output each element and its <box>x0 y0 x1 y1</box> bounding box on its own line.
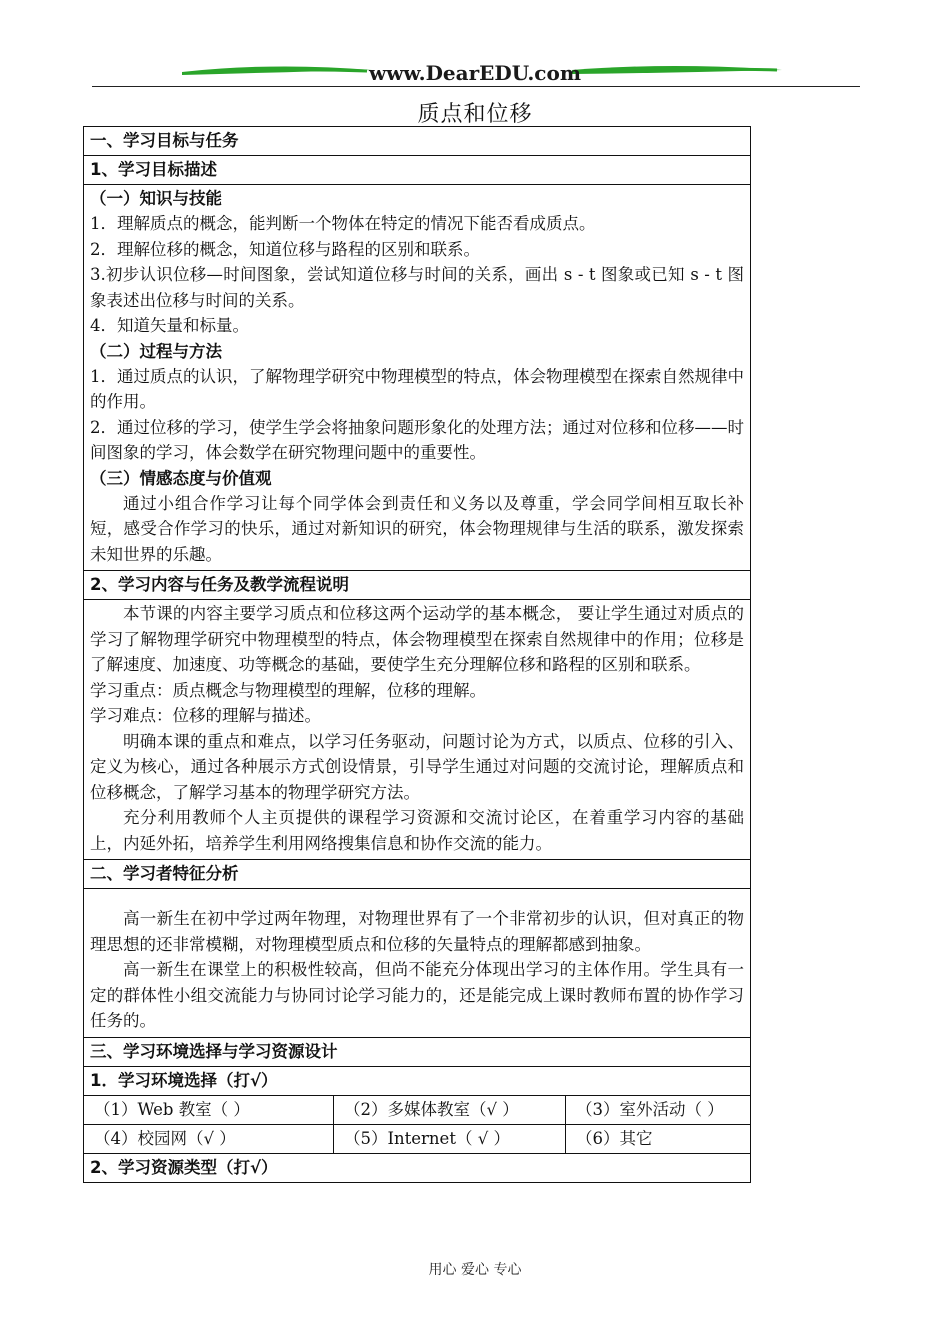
env-option-outdoor: （3）室外活动（ ） <box>565 1096 750 1124</box>
goals-heading: 1、学习目标描述 <box>84 155 750 184</box>
environment-heading: 1．学习环境选择（打√） <box>84 1066 750 1095</box>
process-item-2: 2．通过位移的学习，使学生学会将抽象问题形象化的处理方法；通过对位移和位移——时间图象的学习，体会数学在研究物理问题中的重要性。 <box>90 417 744 462</box>
knowledge-item-1: 1．理解质点的概念，能判断一个物体在特定的情况下能否看成质点。 <box>90 214 596 233</box>
section-1-heading: 一、学习目标与任务 <box>90 131 239 150</box>
content-heading: 2、学习内容与任务及教学流程说明 <box>84 570 750 599</box>
env-option-other: （6）其它 <box>565 1124 750 1153</box>
resources-heading: 2、学习资源类型（打√） <box>84 1153 750 1182</box>
process-heading: （二）过程与方法 <box>90 341 222 361</box>
env-option-internet: （5）Internet（ √ ） <box>333 1124 565 1153</box>
site-logo-text: www.DearEDU.com <box>368 61 582 85</box>
spacer <box>90 890 744 906</box>
page-footer: 用心 爱心 专心 <box>428 1262 522 1278</box>
content-paragraph-1: 本节课的内容主要学习质点和位移这两个运动学的基本概念， 要让学生通过对质点的学习了解物理学研究中物理模型的特点，体会物理模型在探索自然规律中的作用；位移是了解速度、加速度、功等概念的基础，要使学生充分理解位移和路程的区别和联系。 <box>90 604 744 674</box>
content-paragraph-2: 明确本课的重点和难点，以学习任务驱动，问题讨论为方式，以质点、位移的引入、定义为核心，通过各种展示方式创设情景，引导学生通过对问题的交流讨论，理解质点和位移概念，了解学习基本的物理学研究方法。 <box>90 731 744 802</box>
env-option-campus-net: （4）校园网（√ ） <box>84 1124 333 1153</box>
learner-paragraph-1: 高一新生在初中学过两年物理，对物理世界有了一个非常初步的认识，但对真正的物理思想的还非常模糊，对物理模型质点和位移的矢量特点的理解都感到抽象。 <box>90 909 744 954</box>
environment-options <box>84 1095 750 1153</box>
page-title: 质点和位移 <box>417 102 533 127</box>
env-option-web: （1）Web 教室（ ） <box>94 1099 250 1119</box>
knowledge-item-3: 3.初步认识位移—时间图象，尝试知道位移与时间的关系，画出 s - t 图象或已知 s - t 图象表述出位移与时间的关系。 <box>90 265 744 310</box>
section-3-heading: 三、学习环境选择与学习资源设计 <box>84 1037 750 1066</box>
section-2-heading: 二、学习者特征分析 <box>84 859 750 888</box>
content-paragraph-3: 充分利用教师个人主页提供的课程学习资源和交流讨论区，在着重学习内容的基础上，内延外拓，培养学生利用网络搜集信息和协作交流的能力。 <box>90 808 744 853</box>
process-item-1: 1．通过质点的认识，了解物理学研究中物理模型的特点，体会物理模型在探索自然规律中的作用。 <box>90 366 744 411</box>
emotion-text: 通过小组合作学习让每个同学体会到责任和义务以及尊重，学会同学间相互取长补短，感受合作学习的快乐，通过对新知识的研究，体会物理规律与生活的联系，激发探索未知世界的乐趣。 <box>90 493 744 564</box>
env-option-multimedia: （2）多媒体教室（√ ） <box>333 1096 565 1124</box>
knowledge-item-4: 4．知道矢量和标量。 <box>90 316 249 335</box>
knowledge-heading: （一）知识与技能 <box>90 189 222 208</box>
lesson-plan-table <box>83 126 751 1183</box>
difficulty-point: 学习难点：位移的理解与描述。 <box>90 706 321 725</box>
key-point: 学习重点：质点概念与物理模型的理解，位移的理解。 <box>90 680 486 700</box>
content-body <box>84 599 750 859</box>
emotion-heading: （三）情感态度与价值观 <box>90 468 272 488</box>
learner-paragraph-2: 高一新生在课堂上的积极性较高，但尚不能充分体现出学习的主体作用。学生具有一定的群体性小组交流能力与协同讨论学习能力的，还是能完成上课时教师布置的协作学习任务的。 <box>90 960 744 1030</box>
goals-body <box>84 184 750 570</box>
learner-analysis-body <box>84 888 750 1037</box>
header-rule <box>92 86 860 87</box>
knowledge-item-2: 2．理解位移的概念，知道位移与路程的区别和联系。 <box>90 239 480 259</box>
